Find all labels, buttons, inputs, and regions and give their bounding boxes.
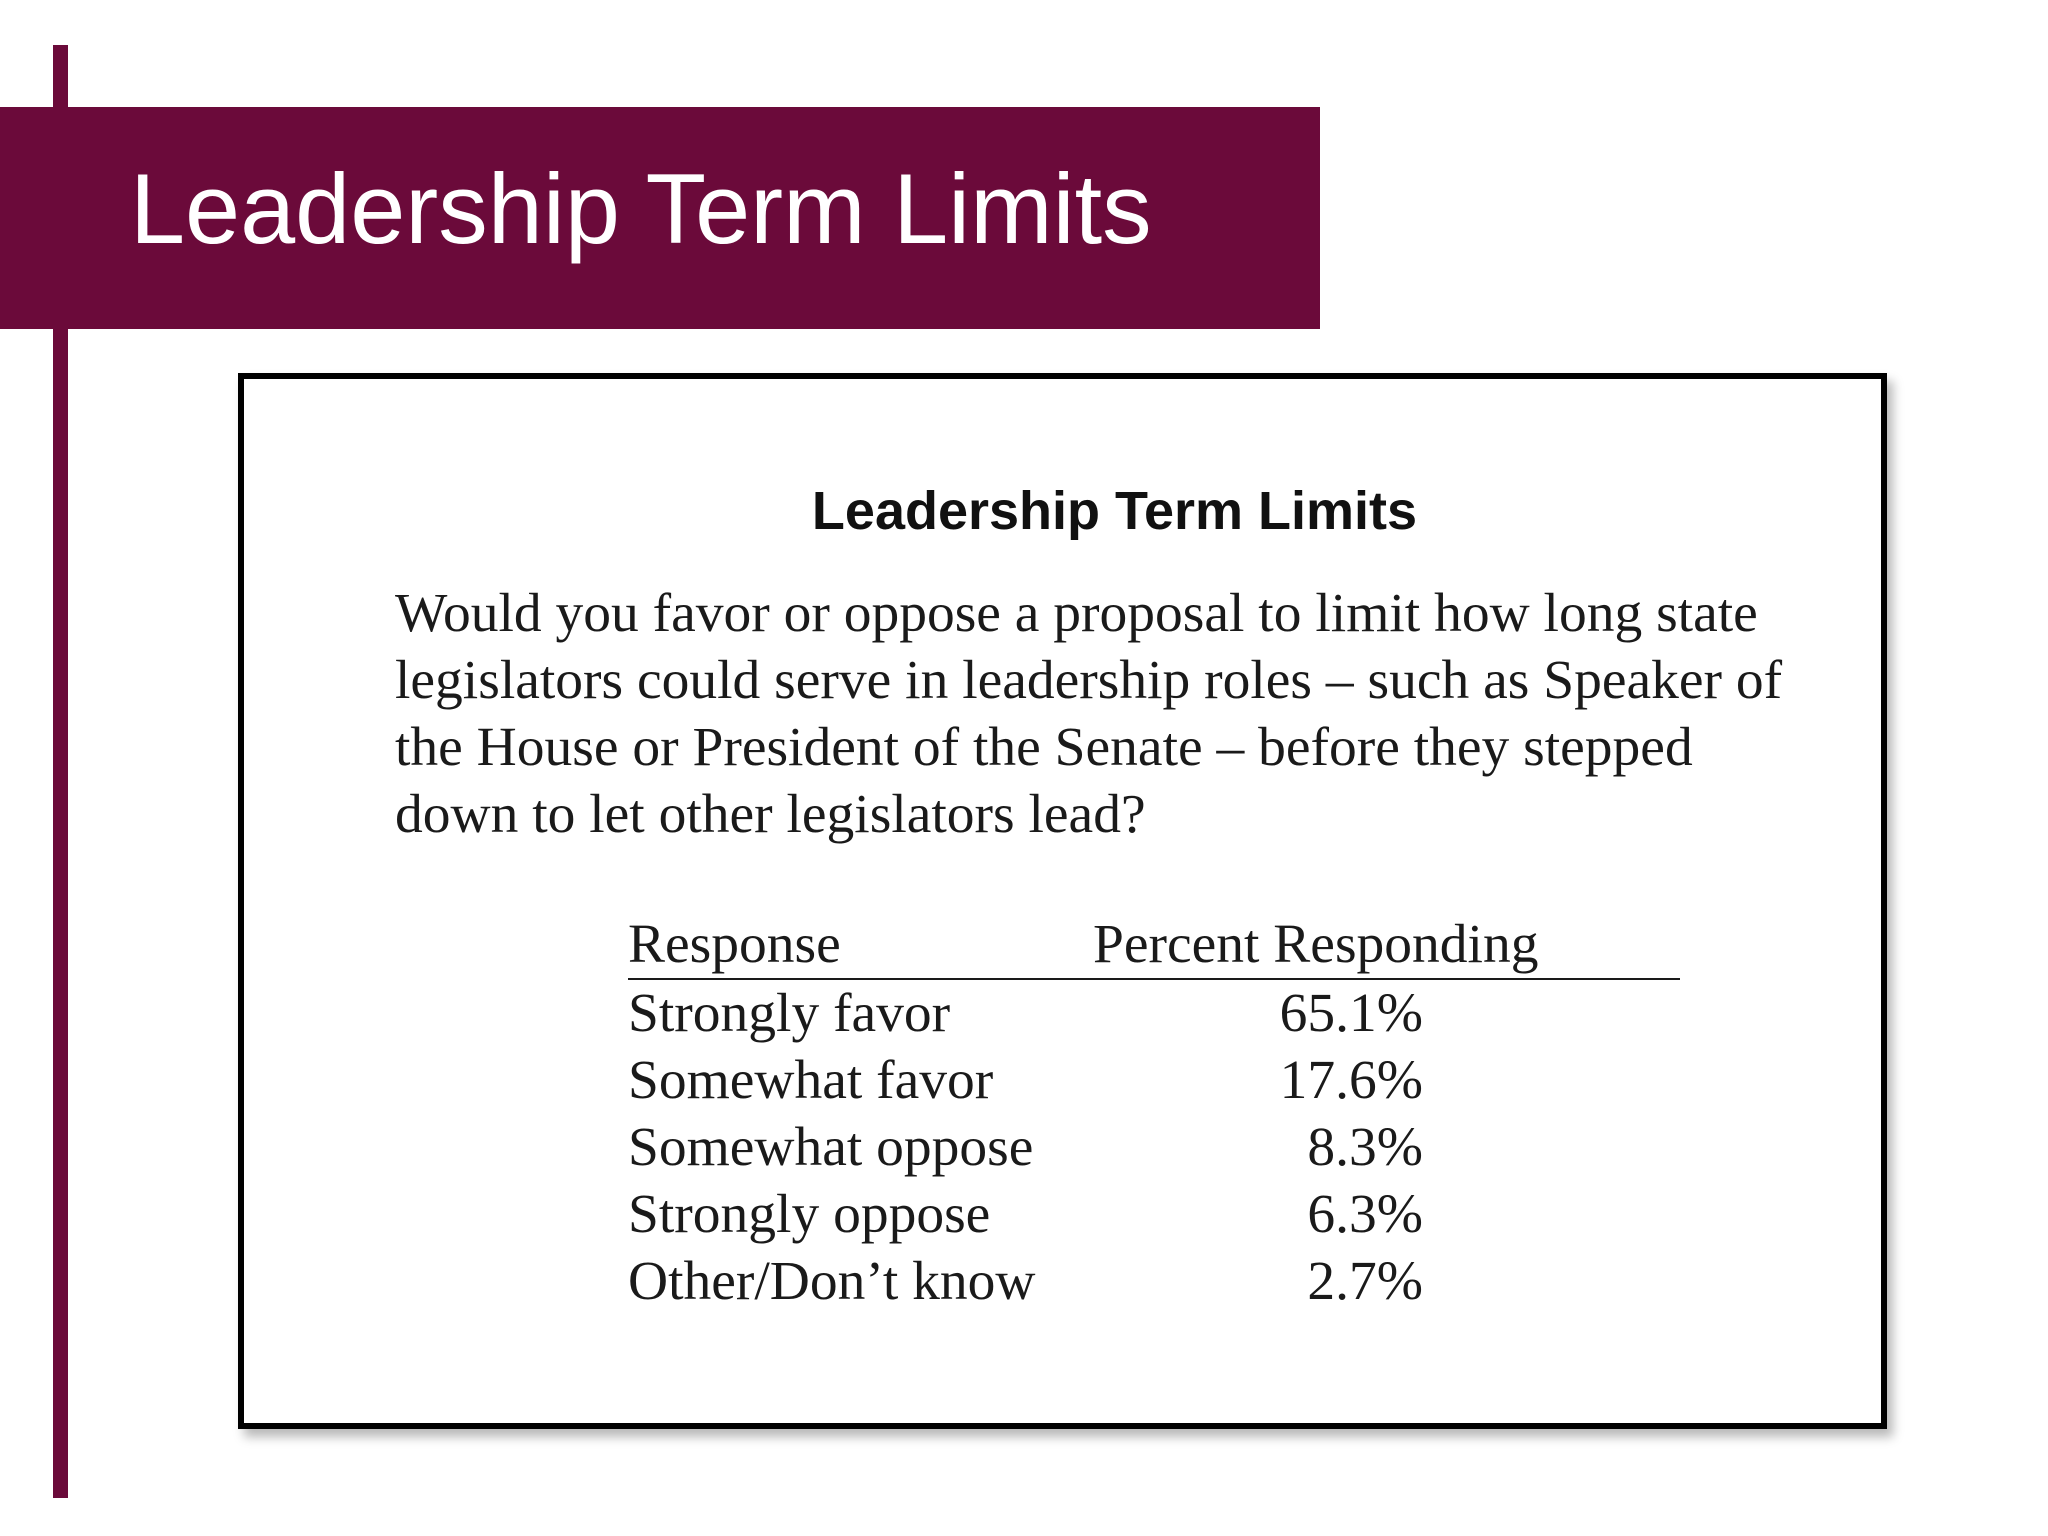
column-header-percent: Percent Responding — [1093, 912, 1680, 979]
spacer-cell — [1423, 979, 1680, 1047]
spacer-cell — [1423, 1248, 1680, 1315]
figure-frame — [238, 373, 1887, 1429]
response-cell: Somewhat oppose — [628, 1117, 1034, 1178]
spacer-cell — [1423, 1047, 1680, 1114]
survey-question: Would you favor or oppose a proposal to limit how long state legislators could serve in leadership roles – such as Speaker of the House or President of the Senate – before they stepped down to let other legislators lead? — [395, 583, 1783, 845]
response-cell: Somewhat favor — [628, 1050, 994, 1111]
percent-cell: 2.7% — [1307, 1251, 1423, 1312]
table-row — [628, 1181, 1680, 1248]
table-row — [628, 1047, 1680, 1114]
table-row — [628, 1114, 1680, 1181]
percent-cell: 17.6% — [1279, 1050, 1423, 1111]
spacer-cell — [1423, 1181, 1680, 1248]
percent-cell: 6.3% — [1307, 1184, 1423, 1245]
slide-title: Leadership Term Limits — [130, 153, 1152, 264]
response-cell: Other/Don’t know — [628, 1251, 1036, 1312]
table-row — [628, 979, 1680, 1047]
response-cell: Strongly favor — [628, 983, 951, 1044]
table-header-row — [628, 912, 1680, 979]
spacer-cell — [1423, 1114, 1680, 1181]
response-cell: Strongly oppose — [628, 1184, 991, 1245]
percent-cell: 8.3% — [1307, 1117, 1423, 1178]
table-row — [628, 1248, 1680, 1315]
figure-heading: Leadership Term Limits — [811, 481, 1418, 541]
results-table — [628, 912, 1680, 1315]
percent-cell: 65.1% — [1279, 983, 1423, 1044]
column-header-response: Response — [628, 912, 1093, 979]
